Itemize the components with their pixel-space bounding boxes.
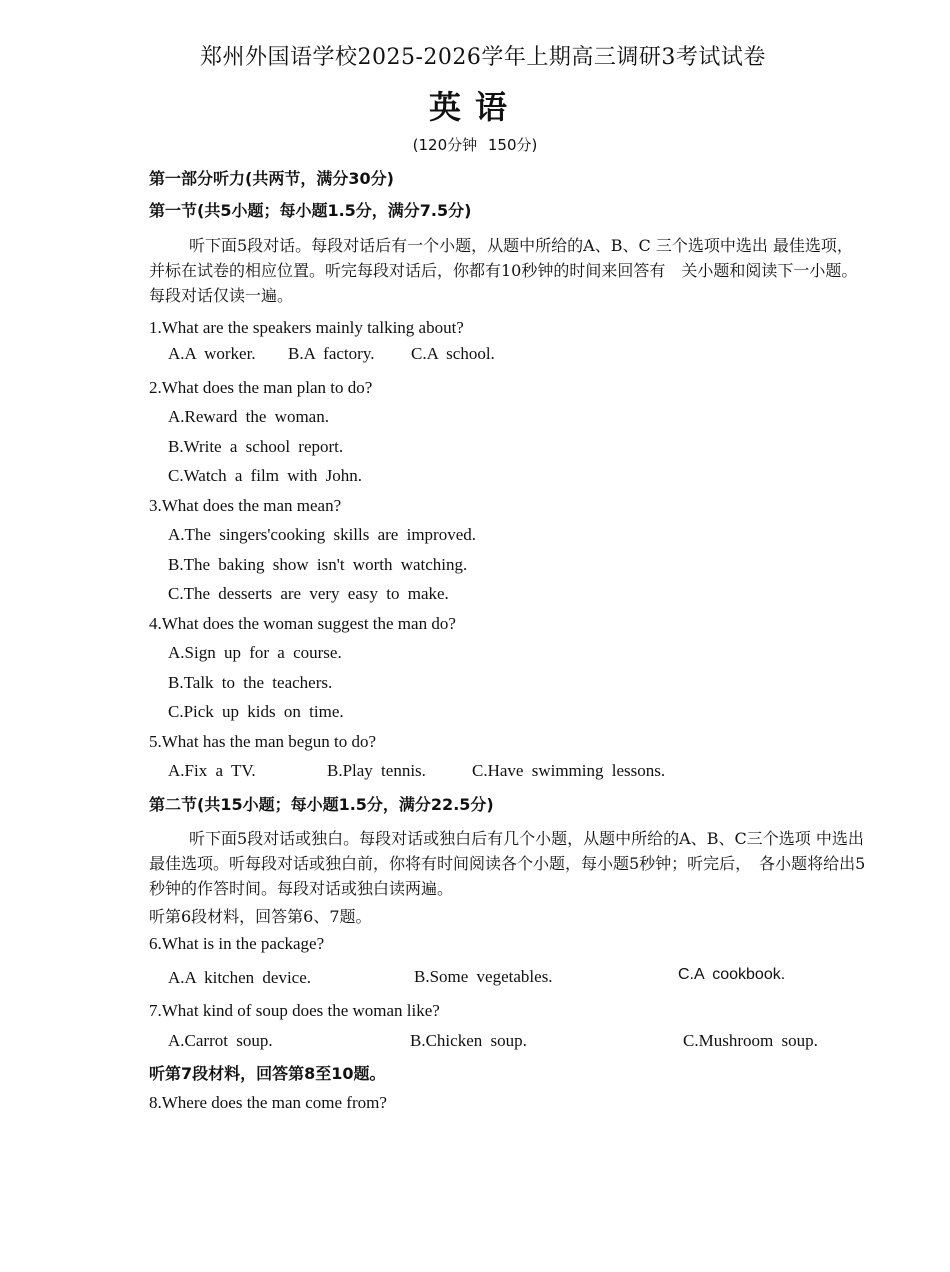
q3-option-b: B.The baking show isn't worth watching. xyxy=(168,555,468,574)
section2-heading: 第二节(共15小题；每小题1.5分，满分22.5分) xyxy=(149,795,494,814)
q1-option-b: B.A factory. xyxy=(288,344,375,363)
q2-option-c: C.Watch a film with John. xyxy=(168,466,363,485)
subject-title: 英语 xyxy=(428,88,521,126)
question-1: 1.What are the speakers mainly talking about? xyxy=(149,318,464,337)
question-2: 2.What does the man plan to do? xyxy=(149,378,373,397)
q4-option-b: B.Talk to the teachers. xyxy=(168,673,333,692)
material-6-note: 听第6段材料，回答第6、7题。 xyxy=(149,907,372,926)
part1-heading: 第一部分听力(共两节，满分30分) xyxy=(149,169,394,188)
q6-option-b: B.Some vegetables. xyxy=(414,967,553,986)
q4-option-c: C.Pick up kids on time. xyxy=(168,702,344,721)
section2-instruction: 听下面5段对话或独白。每段对话或独白后有几个小题，从题中所给的A、B、C三个选项 中选出最佳选项。听每段对话或独白前，你将有时间阅读各个小题，每小题5秒钟；听完后， 各小题将给出5秒钟的作答时间。每段对话或独白读两遍。 xyxy=(149,829,866,898)
question-7: 7.What kind of soup does the woman like? xyxy=(149,1001,440,1020)
q4-option-a: A.Sign up for a course. xyxy=(168,643,342,662)
q2-option-a: A.Reward the woman. xyxy=(168,407,329,426)
question-5: 5.What has the man begun to do? xyxy=(149,732,377,751)
material-7-note: 听第7段材料，回答第8至10题。 xyxy=(149,1064,386,1083)
q6-option-a: A.A kitchen device. xyxy=(168,968,312,987)
q1-option-c: C.A school. xyxy=(411,344,495,363)
q7-option-c: C.Mushroom soup. xyxy=(683,1031,818,1050)
section1-instruction: 听下面5段对话。每段对话后有一个小题，从题中所给的A、B、C 三个选项中选出 最佳选项，并标在试卷的相应位置。听完每段对话后，你都有10秒钟的时间来回答有 关小题和阅读下一小题。每段对话仅读一遍。 xyxy=(149,236,858,305)
section1-heading: 第一节(共5小题；每小题1.5分，满分7.5分) xyxy=(149,201,472,220)
q6-option-c: C.A cookbook. xyxy=(678,966,786,983)
q7-option-b: B.Chicken soup. xyxy=(410,1031,527,1050)
time-score: (120分钟 150分) xyxy=(412,136,538,154)
q2-option-b: B.Write a school report. xyxy=(168,437,344,456)
question-3: 3.What does the man mean? xyxy=(149,496,342,515)
question-4: 4.What does the woman suggest the man do? xyxy=(149,614,456,633)
q3-option-a: A.The singers'cooking skills are improved. xyxy=(168,525,477,544)
q5-option-c: C.Have swimming lessons. xyxy=(472,761,666,780)
question-6: 6.What is in the package? xyxy=(149,934,325,953)
q1-option-a: A.A worker. xyxy=(168,344,256,363)
question-8: 8.Where does the man come from? xyxy=(149,1093,387,1112)
q5-option-a: A.Fix a TV. xyxy=(168,761,256,780)
exam-title: 郑州外国语学校2025-2026学年上期高三调研3考试试卷 xyxy=(200,45,766,70)
q3-option-c: C.The desserts are very easy to make. xyxy=(168,584,449,603)
q5-option-b: B.Play tennis. xyxy=(327,761,426,780)
q7-option-a: A.Carrot soup. xyxy=(168,1031,273,1050)
